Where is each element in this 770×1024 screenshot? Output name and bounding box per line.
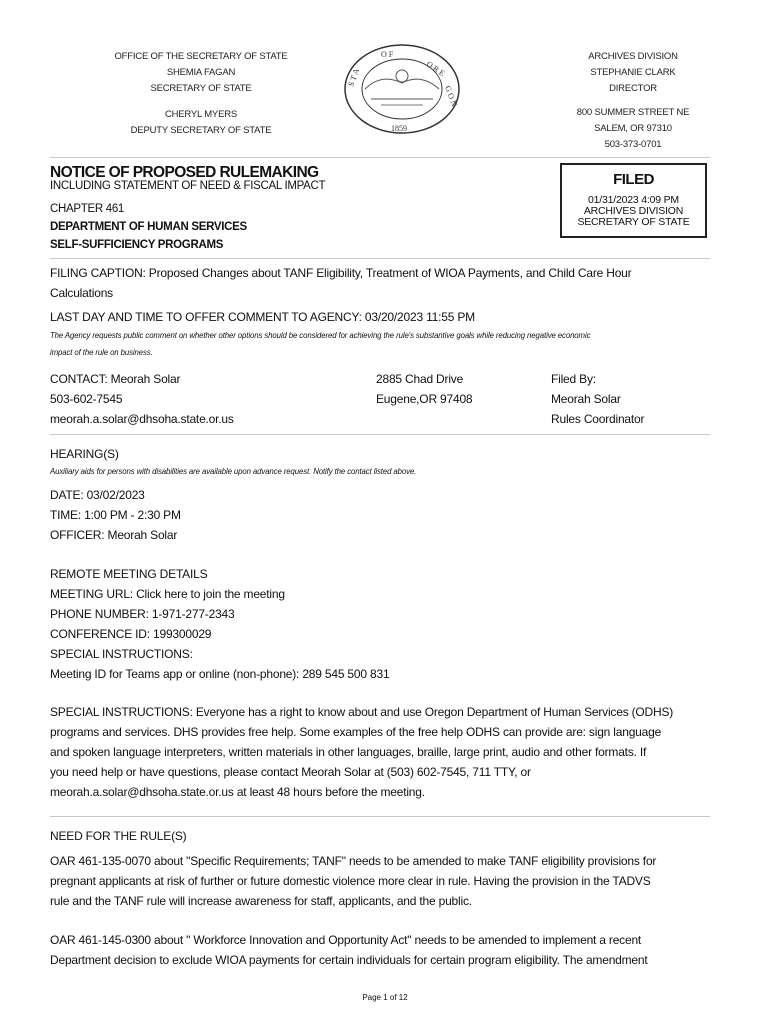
meeting-id: Meeting ID for Teams app or online (non-phone): 289 545 500 831 <box>50 667 390 681</box>
division-label: SELF-SUFFICIENCY PROGRAMS <box>50 239 224 251</box>
need-paragraph-2 <box>50 930 720 970</box>
city-address: SALEM, OR 97310 <box>594 123 672 134</box>
special-heading: SPECIAL INSTRUCTIONS: <box>50 647 193 661</box>
need-p1-line-1: OAR 461-135-0070 about "Specific Requirements; TANF" needs to be amended to make TANF eligibility provisions for <box>50 854 657 868</box>
conference-id: CONFERENCE ID: 199300029 <box>50 627 212 641</box>
hearing-heading: HEARING(S) <box>50 447 119 461</box>
page-number: Page 1 of 12 <box>362 993 408 1002</box>
filing-caption <box>50 263 720 303</box>
filing-caption-line-1: FILING CAPTION: Proposed Changes about TANF Eligibility, Treatment of WIOA Payments, and Child Care Hour <box>50 266 632 280</box>
oregon-state-seal <box>341 43 463 135</box>
hearing-date: DATE: 03/02/2023 <box>50 488 145 502</box>
remote-heading: REMOTE MEETING DETAILS <box>50 567 208 581</box>
director-title: DIRECTOR <box>609 83 657 94</box>
hearing-time: TIME: 1:00 PM - 2:30 PM <box>50 508 181 522</box>
agency-note-line-1: The Agency requests public comment on whether other options should be considered for achieving the rule's substantive goals while reducing negative economic <box>50 331 591 340</box>
address-line-2: Eugene,OR 97408 <box>376 392 473 406</box>
seal-year: 1859 <box>391 124 407 133</box>
need-p1-line-2: pregnant applicants at risk of further or future domestic violence more clear in rule. Having the provision in the TADVS <box>50 874 651 888</box>
header-left-block <box>96 49 306 139</box>
special-line-2: programs and services. DHS provides free help. Some examples of the free help ODHS can provide are: sign language <box>50 725 662 739</box>
hearing-officer: OFFICER: Meorah Solar <box>50 528 178 542</box>
notice-title: NOTICE OF PROPOSED RULEMAKING <box>50 164 319 181</box>
address-line-1: 2885 Chad Drive <box>376 372 464 386</box>
secretary-name: SHEMIA FAGAN <box>166 67 236 78</box>
secretary-title: SECRETARY OF STATE <box>150 83 252 94</box>
special-line-3: and spoken language interpreters, written materials in other languages, braille, large print, audio and other formats. If <box>50 745 647 759</box>
header-divider <box>50 157 710 158</box>
street-address: 800 SUMMER STREET NE <box>576 107 690 118</box>
contact-phone: 503-602-7545 <box>50 392 123 406</box>
special-line-1: SPECIAL INSTRUCTIONS: Everyone has a right to know about and use Oregon Department of Human Services (ODHS) <box>50 705 674 719</box>
notice-subtitle: INCLUDING STATEMENT OF NEED & FISCAL IMPACT <box>50 180 326 192</box>
phone-number: 503-373-0701 <box>604 139 662 150</box>
spacer <box>528 97 738 105</box>
filed-division: ARCHIVES DIVISION <box>583 205 684 217</box>
svg-text:O R E: O R E <box>424 59 447 79</box>
filed-by-title: Rules Coordinator <box>551 412 645 426</box>
svg-text:G O N: G O N <box>443 84 459 108</box>
filing-caption-line-2: Calculations <box>50 286 113 300</box>
department-label: DEPARTMENT OF HUMAN SERVICES <box>50 221 247 233</box>
contact-name: CONTACT: Meorah Solar <box>50 372 181 386</box>
agency-note <box>50 327 720 361</box>
filed-by-block <box>551 369 644 429</box>
filed-datetime: 01/31/2023 4:09 PM <box>588 194 679 206</box>
filed-stamp-box <box>560 163 707 238</box>
notice-divider <box>50 258 710 259</box>
filed-by-label: Filed By: <box>551 372 596 386</box>
contact-email[interactable]: meorah.a.solar@dhsoha.state.or.us <box>50 412 234 426</box>
filed-title: FILED <box>613 171 654 188</box>
contact-address <box>376 369 472 409</box>
need-p1-line-3: rule and the TANF rule will increase awareness for staff, applicants, and the public. <box>50 894 472 908</box>
need-paragraph-1 <box>50 851 720 911</box>
seal-text-of: O F <box>381 50 394 59</box>
meeting-phone: PHONE NUMBER: 1-971-277-2343 <box>50 607 235 621</box>
archives-label: ARCHIVES DIVISION <box>588 51 678 62</box>
header-right-block <box>528 49 738 153</box>
meeting-url[interactable]: MEETING URL: Click here to join the meeting <box>50 587 285 601</box>
special-line-4: you need help or have questions, please contact Meorah Solar at (503) 602-7545, 711 TTY, or <box>50 765 531 779</box>
need-heading: NEED FOR THE RULE(S) <box>50 829 187 843</box>
special-line-5: meorah.a.solar@dhsoha.state.or.us at least 48 hours before the meeting. <box>50 785 425 799</box>
hearing-note: Auxiliary aids for persons with disabilities are available upon advance request. Notify the contact listed above. <box>50 467 417 476</box>
contact-divider <box>50 434 710 435</box>
svg-text:S T A: S T A <box>346 67 362 88</box>
need-p2-line-2: Department decision to exclude WIOA payments for certain individuals for certain program eligibility. The amendment <box>50 953 648 967</box>
remote-details <box>50 564 389 684</box>
hearing-details <box>50 485 181 545</box>
filed-secretary: SECRETARY OF STATE <box>577 216 690 228</box>
last-day-comment: LAST DAY AND TIME TO OFFER COMMENT TO AGENCY: 03/20/2023 11:55 PM <box>50 310 475 324</box>
filed-by-name: Meorah Solar <box>551 392 621 406</box>
spacer <box>96 97 306 107</box>
deputy-name: CHERYL MYERS <box>164 109 238 120</box>
need-p2-line-1: OAR 461-145-0300 about " Workforce Innovation and Opportunity Act" needs to be amended to implement a recent <box>50 933 642 947</box>
contact-block <box>50 369 234 429</box>
special-instructions <box>50 702 720 802</box>
office-label: OFFICE OF THE SECRETARY OF STATE <box>114 51 288 62</box>
chapter-label: CHAPTER 461 <box>50 203 125 215</box>
agency-note-line-2: impact of the rule on business. <box>50 348 153 357</box>
director-name: STEPHANIE CLARK <box>590 67 676 78</box>
deputy-title: DEPUTY SECRETARY OF STATE <box>130 125 272 136</box>
hearing-divider <box>50 816 710 817</box>
